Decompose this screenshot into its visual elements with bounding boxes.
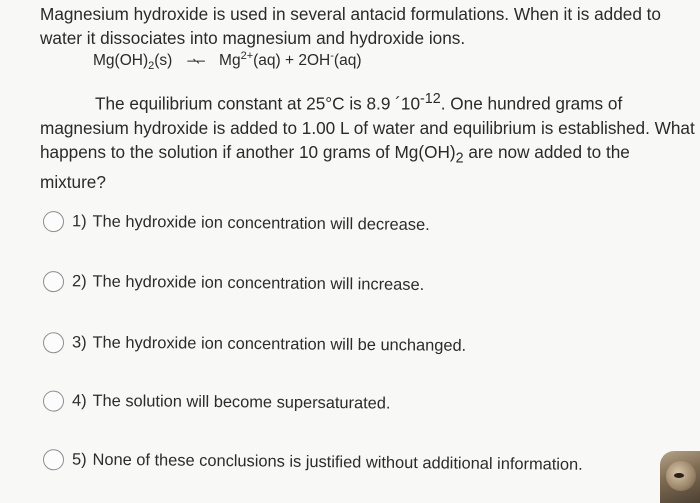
- question-line-1: Magnesium hydroxide is used in several antacid formulations. When it is added to: [40, 4, 661, 24]
- webcam-avatar: [660, 451, 700, 503]
- question-body-b: . One hundred grams of magnesium hydroxide is added to 1.00 L of water and equilibrium is established. What happens to the solution if another 10 grams of Mg(OH): [40, 93, 695, 162]
- answer-option-1[interactable]: [43, 211, 430, 236]
- question-line-2: water it dissociates into magnesium and hydroxide ions.: [40, 28, 466, 48]
- radio-button-icon[interactable]: [43, 211, 64, 232]
- option-number: 4): [71, 391, 87, 410]
- equation-reactant-subscript: 2: [148, 60, 155, 73]
- formula-subscript: 2: [455, 150, 464, 167]
- dissociation-equation: [93, 49, 362, 73]
- equilibrium-constant-exponent: -12: [420, 91, 441, 107]
- equation-product-2-charge: -: [330, 49, 334, 62]
- equation-product-1: Mg: [219, 52, 241, 69]
- option-number: 2): [71, 272, 87, 291]
- eye-shape: [674, 473, 684, 478]
- option-text: The hydroxide ion concentration will be unchanged.: [92, 333, 467, 355]
- equation-product-2-state: (aq): [333, 52, 362, 69]
- equilibrium-arrow-icon: ⇀↽: [186, 54, 205, 68]
- option-text: The solution will become supersaturated.: [92, 391, 391, 413]
- question-body-a: The equilibrium constant at 25°C is 8.9 ´10: [95, 93, 421, 114]
- option-number: 3): [71, 333, 87, 352]
- equation-reactant: Mg(OH): [93, 52, 149, 69]
- radio-button-icon[interactable]: [43, 332, 64, 353]
- option-text: The hydroxide ion concentration will decrease.: [92, 212, 430, 235]
- radio-button-icon[interactable]: [43, 449, 64, 470]
- radio-button-icon[interactable]: [43, 271, 64, 292]
- answer-option-5[interactable]: [43, 449, 583, 476]
- answer-option-4[interactable]: [43, 390, 391, 414]
- equation-product-1-charge: 2+: [240, 49, 254, 62]
- radio-button-icon[interactable]: [43, 390, 64, 411]
- answer-option-3[interactable]: [43, 332, 466, 357]
- option-text: The hydroxide ion concentration will increase.: [92, 272, 425, 294]
- option-text: None of these conclusions is justified without additional information.: [92, 450, 583, 474]
- question-body: [40, 87, 695, 194]
- answer-option-2[interactable]: [43, 271, 424, 296]
- question-body-c: are now added to the mixture?: [40, 141, 630, 193]
- option-number: 1): [71, 212, 87, 231]
- equation-reactant-state: (s): [154, 52, 173, 69]
- question-intro: [40, 2, 695, 50]
- equation-product-1-state: (aq) + 2OH: [253, 52, 331, 69]
- option-number: 5): [71, 450, 87, 469]
